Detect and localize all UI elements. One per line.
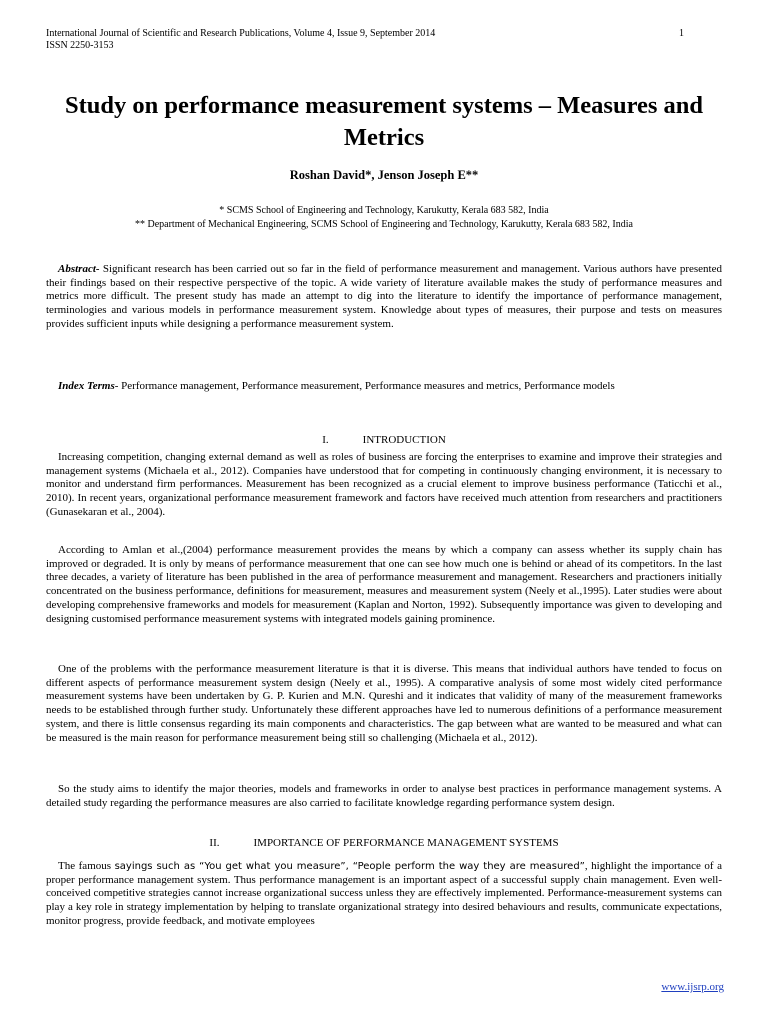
issn: ISSN 2250-3153 [46, 40, 114, 51]
intro-paragraph-3: One of the problems with the performance measurement literature is that it is diverse. This means that individual authors have tended to focus on different aspects of performance measurement system design (Neely et al., 1995). A comparative analysis of some most widely cited performance measurement systems have been undertaken by G. P. Kurien and M.N. Qureshi and it indicates that validity of many of the measurement frameworks needs to be established through further study. Unfortunately these different approaches have led to numerous definitions of a performance measurement system, and there is little consensus regarding its main components and characteristics. The gap between what are wanted to be measured and what can be measured is the main reason for performance measurement being still so challenging (Michaela et al., 2012). [46, 663, 722, 744]
importance-text-rest: , highlight the importance of a proper performance management system. Thus performance management is an important aspect of a successful supply chain management. Even well-conceived competitive strategies cannot increase organizational success unless they are effectively implemented. Performance-measurement systems can play a key role in strategy implementation by helping to translate organizational strategy into desired behaviours and results, communicate expectations, monitor progress, provide feedback, and motivate employees [46, 860, 723, 927]
journal-line: International Journal of Scientific and Research Publications, Volume 4, Issue 9, September 2014 [46, 28, 436, 39]
index-terms-text: - Performance management, Performance measurement, Performance measures and metrics, Performance models [114, 380, 615, 392]
index-terms [46, 380, 722, 394]
affiliation-1: * SCMS School of Engineering and Technology, Karukutty, Kerala 683 582, India [219, 205, 549, 216]
abstract-text: Significant research has been carried out so far in the field of performance measurement and management. Various authors have presented their findings based on their respective perspective of the topic. A wide variety of literature available makes the study of performance measures and metrics more difficult. The present study has made an attempt to dig into the literature to identify the importance of performance management, terminologies and various models in performance measurement system. Knowledge about types of measures, their purpose and tests on measures provides sufficient inputs while designing a performance measurement system. [46, 263, 722, 330]
section-number: I. [322, 434, 329, 446]
section-number: II. [209, 837, 220, 849]
journal-website-link[interactable]: www.ijsrp.org [661, 981, 724, 993]
paper-title: Study on performance measurement systems – Measures and Metrics [64, 92, 704, 151]
page-number: 1 [679, 28, 684, 39]
abstract-label: Abstract- [58, 263, 100, 275]
abstract [46, 263, 722, 332]
authors: Roshan David*, Jenson Joseph E** [289, 168, 479, 182]
section-title: IMPORTANCE OF PERFORMANCE MANAGEMENT SYSTEMS [253, 837, 559, 849]
section-title: INTRODUCTION [362, 434, 446, 446]
importance-text-start: The famous [58, 860, 115, 872]
intro-paragraph-1: Increasing competition, changing external demand as well as roles of business are forcing the enterprises to examine and improve their strategies and management systems (Michaela et al., 2012). Companies have understood that for competing in continuously changing environment, it is necessary to monitor and understand firm performances. Measurement has been recognized as a crucial element to improve business performance (Taticchi et al., 2010). In recent years, organizational performance measurement framework and factors have received much attention from researchers and practitioners (Gunasekaran et al., 2004). [46, 451, 722, 518]
famous-sayings-quote: sayings such as “You get what you measure”, “People perform the way they are measured” [114, 861, 585, 872]
section-heading-introduction [46, 434, 722, 446]
importance-paragraph [46, 860, 722, 929]
intro-paragraph-2: According to Amlan et al.,(2004) performance measurement provides the means by which a company can assess whether its supply chain has improved or degraded. It is only by means of performance measurement that one can see how much one is behind or ahead of its competitors. In the last three decades, a variety of literature has been published in the area of performance measurement and management. Researchers and practioners initially concentrated on the business performance, definitions for measurement, measures and measurement system (Neely et al.,1995). Later studies were about developing comprehensive frameworks and models for measurement (Kaplan and Norton, 1992). Subsequently importance was given to developing and designing customised performance measurement systems with integrated models gaining prominence. [46, 544, 722, 625]
running-header [46, 28, 726, 52]
section-heading-importance [46, 837, 722, 849]
intro-paragraph-4: So the study aims to identify the major theories, models and frameworks in order to analyse best practices in performance management systems. A detailed study regarding the performance measures are also carried to facilitate knowledge regarding performance system design. [46, 783, 722, 809]
affiliation-2: ** Department of Mechanical Engineering, SCMS School of Engineering and Technology, Karukutty, Kerala 683 582, India [135, 219, 633, 230]
index-terms-label: Index Terms [58, 380, 115, 392]
